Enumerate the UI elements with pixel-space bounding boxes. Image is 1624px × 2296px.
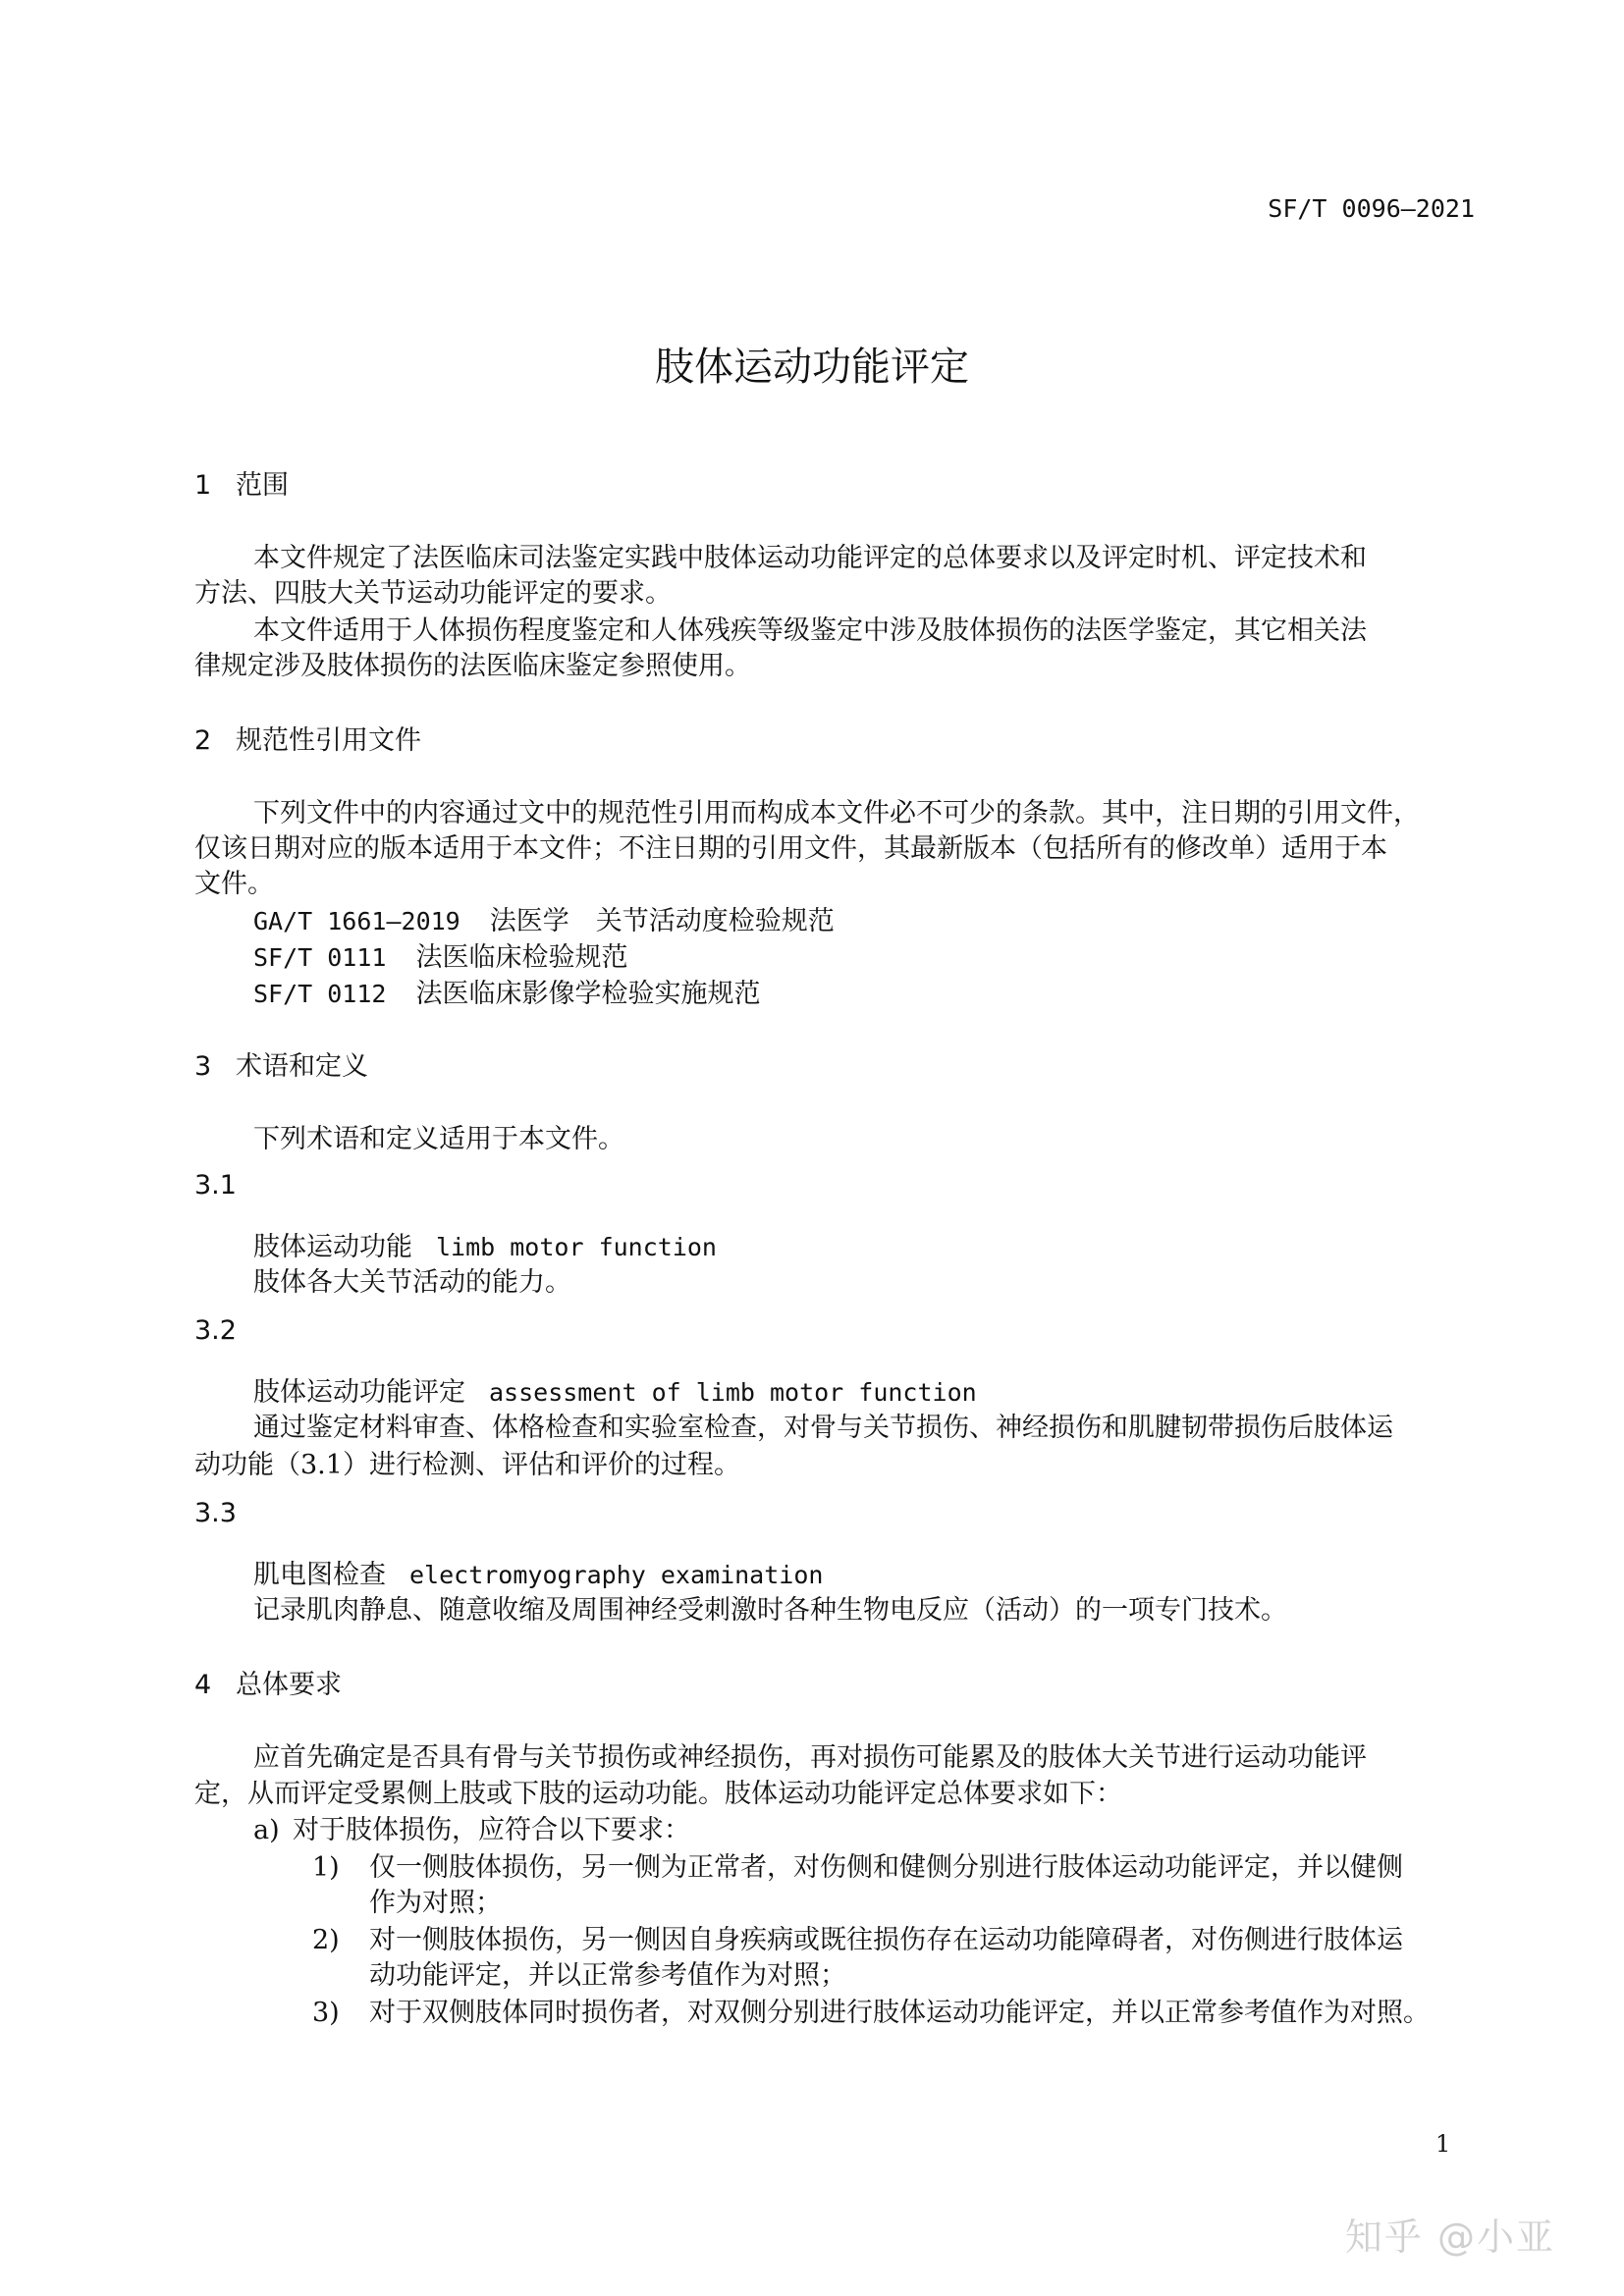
paragraph-line: 下列文件中的内容通过文中的规范性引用而构成本文件必不可少的条款。其中，注日期的引用文件，: [253, 798, 1420, 828]
reference-title: 法医临床检验规范: [415, 942, 628, 973]
section-number: 2: [194, 725, 212, 756]
section-number: 4: [194, 1670, 212, 1700]
document-title: 肢体运动功能评定: [655, 345, 969, 390]
reference-code: GA/T 1661—2019: [253, 907, 460, 935]
reference-code: SF/T 0112: [253, 980, 387, 1008]
watermark: 知乎 @小亚: [1344, 2216, 1555, 2259]
list-label: 3): [312, 1998, 340, 2028]
list-label: 1): [312, 1852, 340, 1883]
term-number: 3.1: [194, 1170, 237, 1201]
term-chinese: 肢体运动功能评定: [253, 1377, 465, 1408]
list-label: 2): [312, 1925, 340, 1955]
reference-title: 法医学 关节活动度检验规范: [489, 906, 835, 936]
paragraph-line: 本文件适用于人体损伤程度鉴定和人体残疾等级鉴定中涉及肢体损伤的法医学鉴定，其它相关法: [253, 615, 1367, 646]
term-definition: 记录肌肉静息、随意收缩及周围神经受刺激时各种生物电反应（活动）的一项专门技术。: [253, 1595, 1287, 1626]
paragraph-line: 文件。: [194, 869, 274, 899]
paragraph-line: 本文件规定了法医临床司法鉴定实践中肢体运动功能评定的总体要求以及评定时机、评定技术和: [253, 543, 1367, 573]
section-title: 范围: [236, 470, 289, 501]
reference-title: 法医临床影像学检验实施规范: [415, 979, 761, 1009]
page-number: 1: [1435, 2130, 1451, 2158]
sub-list-item: [312, 1918, 1403, 1956]
section-4-heading: [194, 1663, 342, 1701]
section-title: 总体要求: [236, 1670, 342, 1700]
section-number: 1: [194, 470, 212, 501]
section-title: 术语和定义: [236, 1051, 368, 1082]
list-item-a: [253, 1808, 690, 1846]
term-definition: 通过鉴定材料审查、体格检查和实验室检查，对骨与关节损伤、神经损伤和肌腱韧带损伤后肢体运: [253, 1413, 1393, 1443]
term-chinese: 肌电图检查: [253, 1560, 386, 1590]
paragraph-line: 仅该日期对应的版本适用于本文件；不注日期的引用文件，其最新版本（包括所有的修改单）适用于本: [194, 833, 1387, 864]
term-english: limb motor function: [436, 1233, 717, 1261]
term-entry: [253, 1370, 977, 1409]
term-definition: 肢体各大关节活动的能力。: [253, 1267, 571, 1298]
term-entry: [253, 1553, 823, 1591]
list-label: a): [253, 1815, 280, 1845]
list-text: 对于双侧肢体同时损伤者，对双侧分别进行肢体运动功能评定，并以正常参考值作为对照。: [369, 1998, 1430, 2028]
sub-list-item-cont: 动功能评定，并以正常参考值作为对照；: [369, 1960, 846, 1991]
reference-code: SF/T 0111: [253, 943, 387, 972]
paragraph-line: 应首先确定是否具有骨与关节损伤或神经损伤，再对损伤可能累及的肢体大关节进行运动功能评: [253, 1742, 1367, 1773]
section-title: 规范性引用文件: [236, 725, 421, 756]
sub-list-item: [312, 1845, 1403, 1884]
reference-item: [253, 972, 760, 1010]
term-number: 3.2: [194, 1315, 237, 1346]
reference-item: [253, 935, 627, 974]
term-number: 3.3: [194, 1498, 237, 1528]
term-chinese: 肢体运动功能: [253, 1232, 412, 1262]
sub-list-item: [312, 1991, 1430, 2029]
reference-item: [253, 899, 835, 937]
list-text: 仅一侧肢体损伤，另一侧为正常者，对伤侧和健侧分别进行肢体运动功能评定，并以健侧: [369, 1852, 1403, 1883]
paragraph-line: 方法、四肢大关节运动功能评定的要求。: [194, 578, 672, 609]
term-english: electromyography examination: [409, 1561, 824, 1589]
term-english: assessment of limb motor function: [489, 1378, 977, 1407]
term-definition: 动功能（3.1）进行检测、评估和评价的过程。: [194, 1450, 740, 1480]
list-text: 对一侧肢体损伤，另一侧因自身疾病或既往损伤存在运动功能障碍者，对伤侧进行肢体运: [369, 1925, 1403, 1955]
section-2-heading: [194, 719, 421, 757]
term-entry: [253, 1225, 717, 1263]
paragraph-line: 律规定涉及肢体损伤的法医临床鉴定参照使用。: [194, 651, 751, 681]
paragraph-line: 定，从而评定受累侧上肢或下肢的运动功能。肢体运动功能评定总体要求如下：: [194, 1779, 1122, 1809]
section-1-heading: [194, 463, 289, 502]
list-text: 对于肢体损伤，应符合以下要求：: [293, 1815, 690, 1845]
section-3-heading: [194, 1044, 368, 1083]
section-number: 3: [194, 1051, 212, 1082]
document-code: SF/T 0096—2021: [1268, 194, 1475, 223]
paragraph-line: 下列术语和定义适用于本文件。: [253, 1124, 624, 1154]
sub-list-item-cont: 作为对照；: [369, 1888, 502, 1918]
